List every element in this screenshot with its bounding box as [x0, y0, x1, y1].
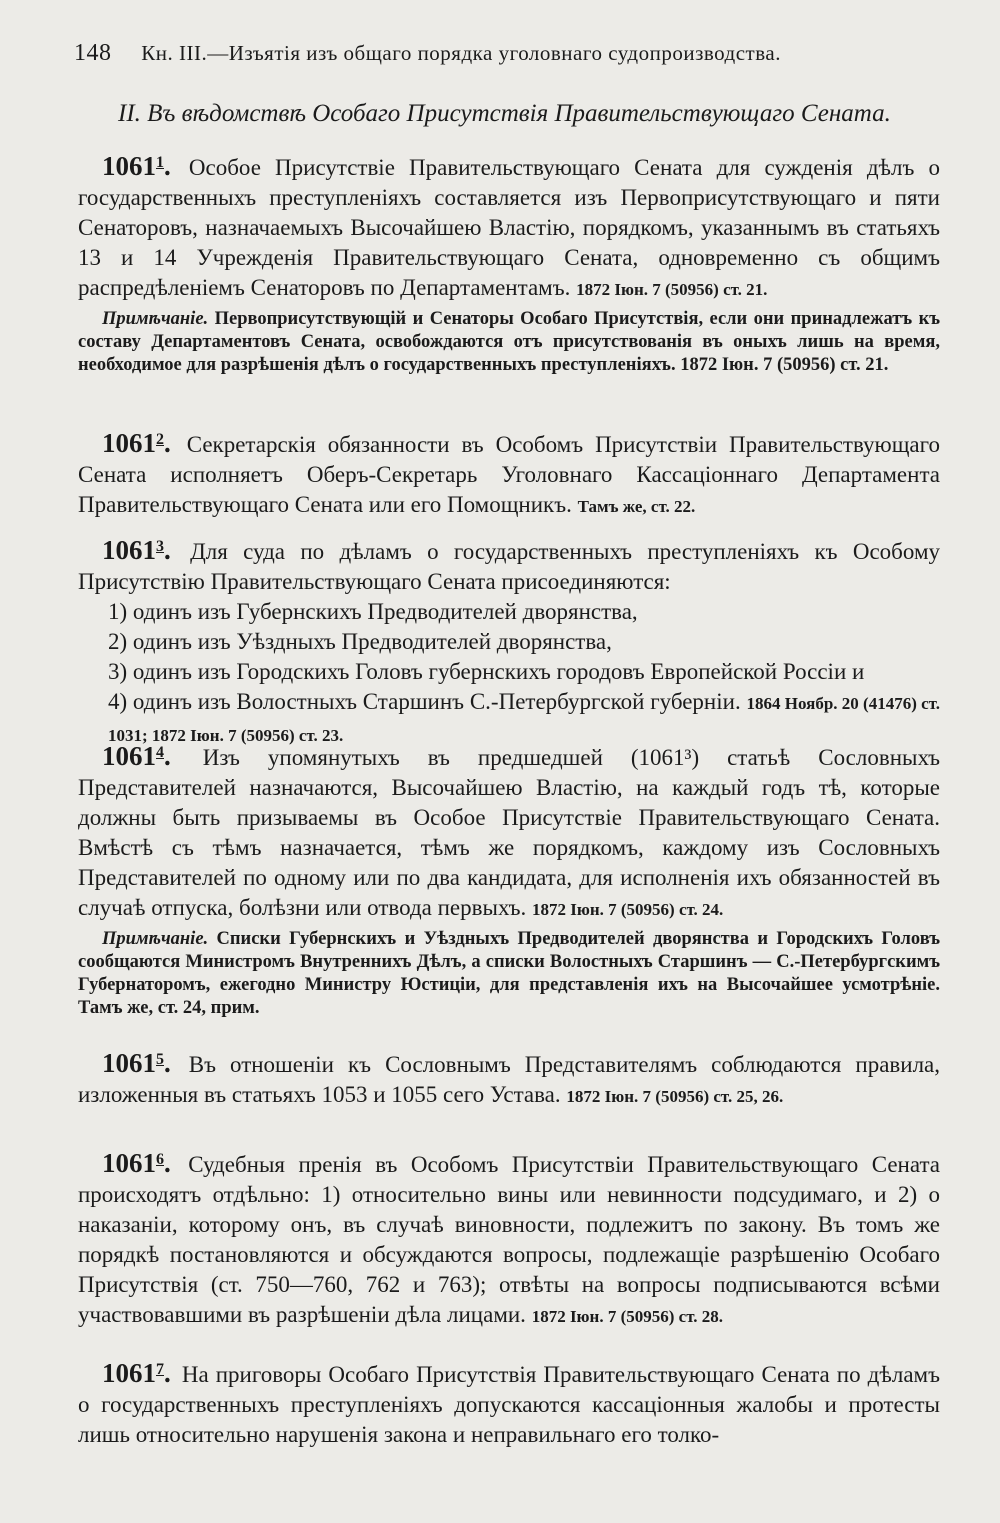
article-number: 1061$^4$.	[102, 741, 171, 771]
section-title: II. Въ вѣдомствѣ Особаго Присутствія Правительствующаго Сената.	[118, 100, 891, 127]
article-text: Особое Присутствіе Правительствующаго Сената для сужденія дѣлъ о государственныхъ преступленіяхъ составляется изъ Первоприсутствующаго и пяти Сенаторовъ, назначаемыхъ Высочайшею Властію, порядкомъ, указаннымъ въ статьяхъ 13 и 14 Учрежденія Правительствующаго Сената, одновременно съ общимъ распредѣленіемъ Сенаторовъ по Департаментамъ.	[78, 155, 941, 300]
article-citation: 1872 Іюн. 7 (50956) ст. 24.	[531, 900, 724, 919]
article-number: 1061$^3$.	[102, 535, 171, 565]
article-number: 1061$^7$.	[102, 1358, 171, 1388]
article-text: На приговоры Особаго Присутствія Правительствующаго Сената по дѣламъ о государственныхъ преступленіяхъ допускаются кассаціонныя жалобы и протесты лишь относительно нарушенія закона и неправильнаго его толко-	[78, 1362, 941, 1447]
running-header	[74, 40, 934, 67]
note-text: Первоприсутствующій и Сенаторы Особаго Присутствія, если они принадлежатъ къ составу Департаментовъ Сената, освобождаются отъ присутствованія въ оныхъ лишь на время, необходимое для разрѣшенія дѣлъ о государственныхъ преступленіяхъ. 1872 Іюн. 7 (50956) ст. 21.	[78, 309, 941, 375]
article-number: 1061$^1$.	[102, 151, 171, 181]
article-note	[78, 308, 940, 377]
article-1061-1	[78, 148, 940, 377]
note-label: Примѣчаніе.	[102, 929, 209, 949]
list-item: 1) одинъ изъ Губернскихъ Предводителей дворянства,	[108, 599, 638, 624]
note-label: Примѣчаніе.	[102, 309, 209, 329]
article-citation: 1864 Ноябр. 20 (41476) ст. 1031; 1872 Іюн. 7 (50956) ст. 23.	[108, 694, 940, 745]
list-item: 3) одинъ изъ Городскихъ Головъ губернскихъ городовъ Европейской Россіи и	[108, 659, 865, 684]
article-1061-3	[78, 532, 940, 751]
article-citation: 1872 Іюн. 7 (50956) ст. 21.	[576, 280, 768, 299]
article-text: Для суда по дѣламъ о государственныхъ преступленіяхъ къ Особому Присутствію Правительствующаго Сената присоединяются:	[78, 539, 941, 594]
article-citation: 1872 Іюн. 7 (50956) ст. 28.	[531, 1307, 724, 1326]
running-title: Кн. III.—Изъятія изъ общаго порядка уголовнаго судопроизводства.	[141, 41, 781, 65]
article-note	[78, 928, 940, 1020]
article-1061-7	[78, 1355, 940, 1450]
article-citation: 1872 Іюн. 7 (50956) ст. 25, 26.	[566, 1087, 784, 1106]
article-citation: Тамъ же, ст. 22.	[577, 497, 696, 516]
article-1061-4	[78, 738, 940, 1020]
article-text: Судебныя пренія въ Особомъ Присутствіи Правительствующаго Сената происходятъ отдѣльно: 1) относительно вины или невинности подсудимаго, и 2) о наказаніи, которому онъ, въ случаѣ виновности, подлежитъ по закону. Въ томъ же порядкѣ постановляются и обсуждаются вопросы, подлежащіе разрѣшенію Особаго Присутствія (ст. 750—760, 762 и 763); отвѣты на вопросы подписываются всѣми участвовавшими въ разрѣшеніи дѣла лицами.	[78, 1152, 941, 1327]
article-number: 1061$^6$.	[102, 1148, 171, 1178]
list-item: 2) одинъ изъ Уѣздныхъ Предводителей дворянства,	[108, 629, 612, 654]
list-item-text: 4) одинъ изъ Волостныхъ Старшинъ С.-Петербургской губерніи.	[108, 689, 741, 714]
article-text: Изъ упомянутыхъ въ предшедшей (1061³) статьѣ Сословныхъ Представителей назначаются, Высочайшею Властію, на каждый годъ тѣ, которые должны быть призываемы въ Особое Присутствіе Правительствующаго Сената. Вмѣстѣ съ тѣмъ назначается, тѣмъ же порядкомъ, каждому изъ Сословныхъ Представителей по одному или по два кандидата, для исполненія ихъ обязанностей въ случаѣ отпуска, болѣзни или отвода первыхъ.	[78, 745, 941, 920]
article-1061-2	[78, 425, 940, 522]
article-text: Секретарскія обязанности въ Особомъ Присутствіи Правительствующаго Сената исполняетъ Оберъ-Секретарь Уголовнаго Кассаціоннаго Департамента Правительствующаго Сената или его Помощникъ.	[78, 432, 941, 517]
note-text: Списки Губернскихъ и Уѣздныхъ Предводителей дворянства и Городскихъ Головъ сообщаются Министромъ Внутреннихъ Дѣлъ, а списки Волостныхъ Старшинъ — С.-Петербургскимъ Губернаторомъ, ежегодно Министру Юстиціи, для представленія ихъ на Высочайшее усмотрѣніе. Тамъ же, ст. 24, прим.	[78, 929, 941, 1018]
article-number: 1061$^5$.	[102, 1048, 171, 1078]
page-number: 148	[74, 40, 112, 66]
article-text: Въ отношеніи къ Сословнымъ Представителямъ соблюдаются правила, изложенныя въ статьяхъ 1053 и 1055 сего Устава.	[78, 1052, 941, 1107]
article-number: 1061$^2$.	[102, 428, 171, 458]
article-1061-6	[78, 1145, 940, 1332]
article-1061-5	[78, 1045, 940, 1112]
